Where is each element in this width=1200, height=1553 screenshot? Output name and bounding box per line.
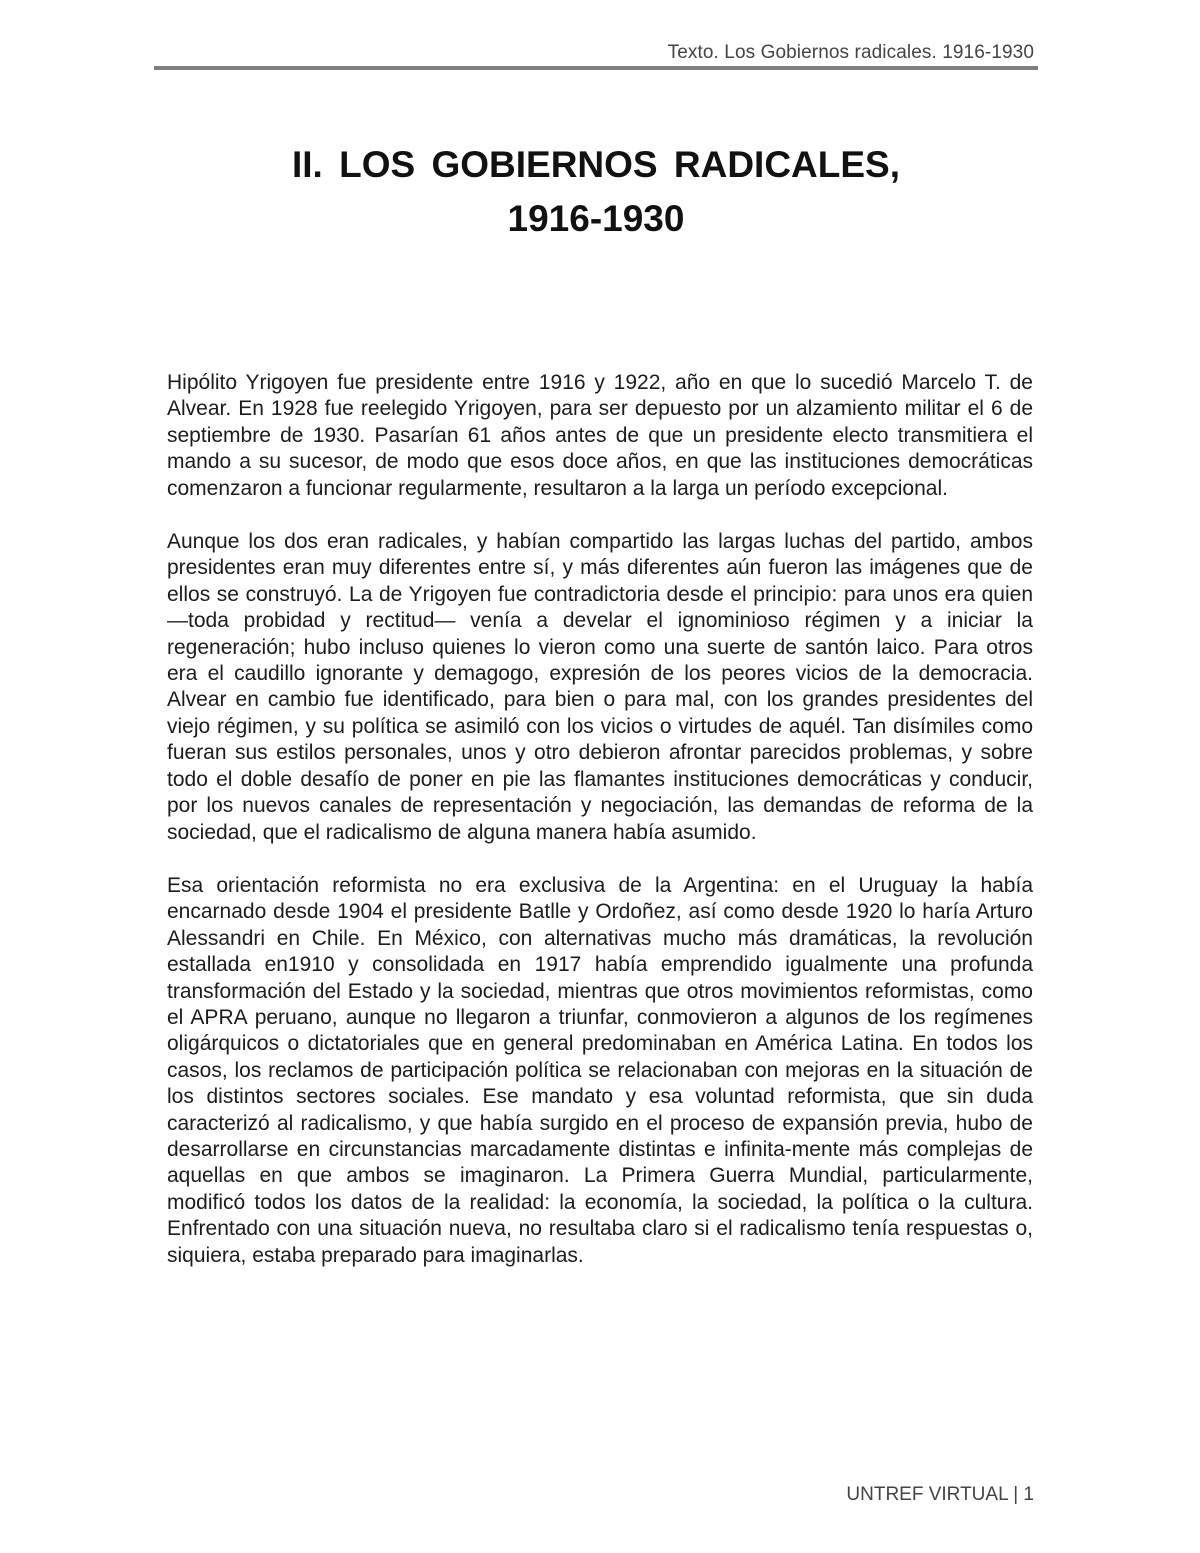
- paragraph-2: Aunque los dos eran radicales, y habían compartido las largas luchas del partido, ambos presidentes eran muy diferentes entre sí, y más diferentes aún fueron las imágenes que de ellos se construyó. La de Yrigoyen fue contradictoria desde el principio: para unos era quien —toda probidad y rectitud— venía a develar el ignominioso régimen y a iniciar la regeneración; hubo incluso quienes lo vieron como una suerte de santón laico. Para otros era el caudillo ignorante y demagogo, expresión de los peores vicios de la democracia. Alvear en cambio fue identificado, para bien o para mal, con los grandes presidentes del viejo régimen, y su política se asimiló con los vicios o virtudes de aquél. Tan disímiles como fueran sus estilos personales, unos y otro debieron afrontar parecidos problemas, y sobre todo el doble desafío de poner en pie las flamantes instituciones democráticas y conducir, por los nuevos canales de representación y negociación, las demandas de reforma de la sociedad, que el radicalismo de alguna manera había asumido.: [167, 530, 1033, 844]
- chapter-title-line-1: II. LOS GOBIERNOS RADICALES,: [292, 144, 900, 185]
- chapter-title: [154, 138, 1038, 246]
- page-footer: UNTREF VIRTUAL | 1: [846, 1484, 1034, 1505]
- paragraph-1: Hipólito Yrigoyen fue presidente entre 1916 y 1922, año en que lo sucedió Marcelo T. de Alvear. En 1928 fue reelegido Yrigoyen, para ser depuesto por un alzamiento militar el 6 de septiembre de 1930. Pasarían 61 años antes de que un presidente electo transmitiera el mando a su sucesor, de modo que esos doce años, en que las instituciones democráticas comenzaron a funcionar regularmente, resultaron a la larga un período excepcional.: [167, 371, 1033, 500]
- running-header: Texto. Los Gobiernos radicales. 1916-1930: [667, 42, 1034, 63]
- body-text: [167, 370, 1033, 1296]
- header-rule: [154, 66, 1038, 70]
- chapter-title-line-2: 1916-1930: [507, 198, 685, 239]
- paragraph-3: Esa orientación reformista no era exclusiva de la Argentina: en el Uruguay la había encarnado desde 1904 el presidente Batlle y Ordoñez, así como desde 1920 lo haría Arturo Alessandri en Chile. En México, con alternativas mucho más dramáticas, la revolución estallada en1910 y consolidada en 1917 había emprendido igualmente una profunda transformación del Estado y la sociedad, mientras que otros movimientos reformistas, como el APRA peruano, aunque no llegaron a triunfar, conmovieron a algunos de los regímenes oligárquicos o dictatoriales que en general predominaban en América Latina. En todos los casos, los reclamos de participación política se relacionaban con mejoras en la situación de los distintos sectores sociales. Ese mandato y esa voluntad reformista, que sin duda caracterizó al radicalismo, y que había surgido en el proceso de expansión previa, hubo de desarrollarse en circunstancias marcadamente distintas e infinita-mente más complejas de aquellas en que ambos se imaginaron. La Primera Guerra Mundial, particularmente, modificó todos los datos de la realidad: la economía, la sociedad, la política o la cultura. Enfrentado con una situación nueva, no resultaba claro si el radicalismo tenía respuestas o, siquiera, estaba preparado para imaginarlas.: [167, 873, 1033, 1267]
